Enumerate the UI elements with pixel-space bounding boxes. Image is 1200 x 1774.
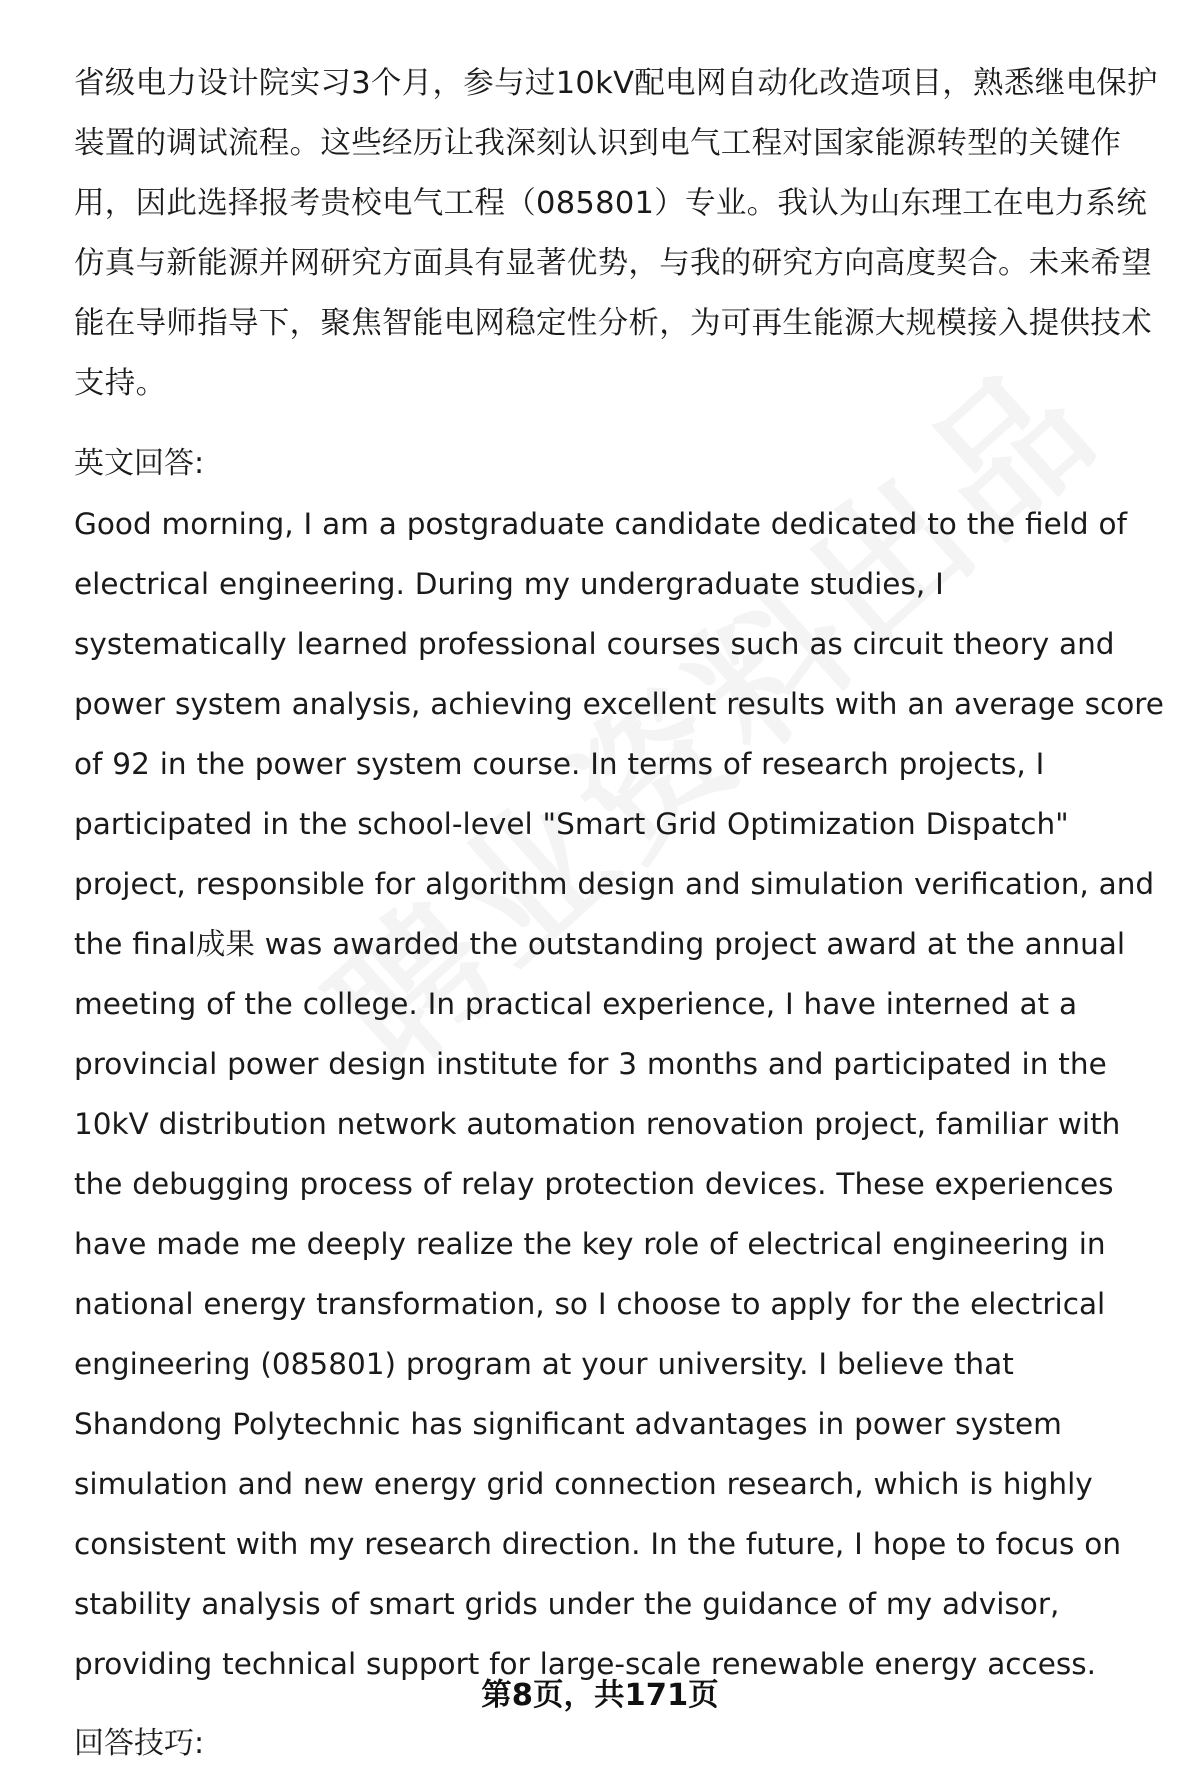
answer-tips-label: 回答技巧:	[74, 1726, 205, 1761]
page-number-footer: 第8页，共171页	[481, 1678, 719, 1713]
english-answer-paragraph: Good morning, I am a postgraduate candidate dedicated to the field of electrical engineering. During my undergraduate studies, I systematically learned professional courses such as circuit theory and power system analysis, achieving excellent results with an average score of 92 in the power system course. In terms of research projects, I participated in the school-level "Smart Grid Optimization Dispatch" project, responsible for algorithm design and simulation verification, and the final成果 was awarded the outstanding project award at the annual meeting of the college. In practical experience, I have interned at a provincial power design institute for 3 months and participated in the 10kV distribution network automation renovation project, familiar with the debugging process of relay protection devices. These experiences have made me deeply realize the key role of electrical engineering in national energy transformation, so I choose to apply for the electrical engineering (085801) program at your university. I believe that Shandong Polytechnic has significant advantages in power system simulation and new energy grid connection research, which is highly consistent with my research direction. In the future, I hope to focus on stability analysis of smart grids under the guidance of my advisor, providing technical support for large-scale renewable energy access.	[74, 507, 1164, 1681]
document-page	[74, 54, 1164, 1774]
chinese-answer-paragraph: 省级电力设计院实习3个月，参与过10kV配电网自动化改造项目，熟悉继电保护装置的调试流程。这些经历让我深刻认识到电气工程对国家能源转型的关键作用，因此选择报考贵校电气工程（085801）专业。我认为山东理工在电力系统仿真与新能源并网研究方面具有显著优势，与我的研究方向高度契合。未来希望能在导师指导下，聚焦智能电网稳定性分析，为可再生能源大规模接入提供技术支持。	[74, 66, 1158, 401]
english-answer-label: 英文回答:	[74, 446, 205, 481]
